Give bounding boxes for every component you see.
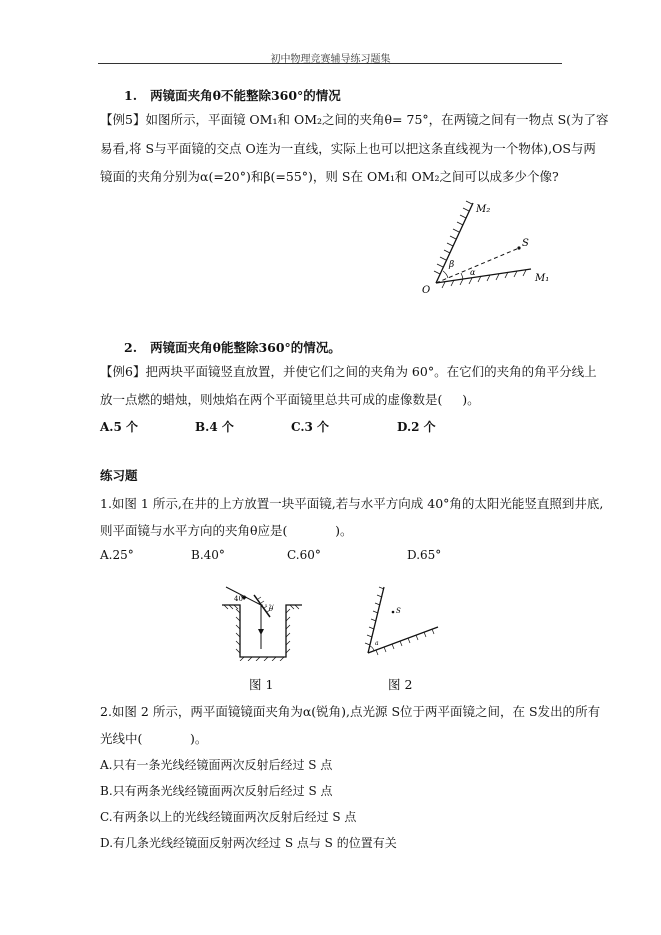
label-m2: M₂ [476, 204, 491, 215]
example6-line-1: 【例6】把两块平面镜竖直放置，并使它们之间的夹角为 60°。在它们的夹角的角平分线上 [100, 364, 597, 379]
fig2-mirror-lower-hatch [376, 629, 434, 655]
example6-option-d: D.2 个 [397, 420, 436, 434]
alpha-arc [461, 273, 463, 279]
figure-1-well [220, 583, 305, 661]
q1-option-a: A.25° [100, 548, 134, 562]
reflected-ray-arrow [258, 629, 264, 635]
example5-line-2: 易看,将 S与平面镜的交点 O连为一直线，实际上也可以把这条直线视为一个物体),OS与两 [100, 141, 596, 156]
q1-line-1: 1.如图 1 所示,在井的上方放置一块平面镜,若与水平方向成 40°角的太阳光能竖直照到井底, [100, 496, 604, 511]
example5-line-1: 【例5】如图所示，平面镜 OM₁和 OM₂之间的夹角θ= 75°，在两镜之间有一物点 S(为了容 [100, 112, 609, 127]
figure-2-mirrors [362, 583, 442, 658]
label-alpha: α [470, 268, 476, 277]
q1-option-b: B.40° [191, 548, 225, 562]
header-divider [98, 63, 562, 64]
example6-line-2: 放一点燃的蜡烛，则烛焰在两个平面镜里总共可成的虚像数是( )。 [100, 392, 480, 407]
q2-option-d: D.有几条光线经镜面反射两次经过 S 点与 S 的位置有关 [100, 836, 397, 850]
label-m1: M₁ [535, 273, 550, 284]
mirror-m1-hatch [442, 270, 526, 288]
fig1-angle-label: 40° [234, 595, 247, 603]
page-header: 初中物理竞赛辅导练习题集 [270, 54, 391, 65]
figure-2-caption: 图 2 [388, 677, 413, 692]
example6-option-a: A.5 个 [100, 420, 139, 434]
label-o: O [422, 285, 431, 296]
fig2-alpha-label: a [375, 640, 379, 647]
beta-arc [443, 271, 448, 278]
mirror-m2-line [436, 203, 473, 283]
fig1-theta-label: θ [269, 605, 274, 613]
q2-option-c: C.有两条以上的光线经镜面两次反射后经过 S 点 [100, 810, 357, 824]
q2-option-a: A.只有一条光线经镜面两次反射后经过 S 点 [100, 758, 333, 772]
label-s: S [522, 238, 529, 249]
q2-line-1: 2.如图 2 所示，两平面镜镜面夹角为α(锐角),点光源 S位于两平面镜之间，在 S发出的所有 [100, 704, 601, 719]
q1-option-d: D.65° [407, 548, 442, 562]
q1-line-2: 则平面镜与水平方向的夹角θ应是( )。 [100, 523, 353, 538]
example5-line-3: 镜面的夹角分别为α(=20°)和β(=55°)，则 S在 OM₁和 OM₂之间可以成多少个像? [100, 169, 559, 184]
section1-title: 1. 两镜面夹角θ不能整除360°的情况 [124, 88, 341, 103]
practice-title: 练习题 [100, 468, 138, 483]
example6-option-c: C.3 个 [291, 420, 330, 434]
mirror-angle-figure [415, 195, 565, 300]
fig2-mirror-upper-hatch [365, 587, 384, 645]
q2-line-2: 光线中( )。 [100, 731, 208, 746]
fig2-s-label: S [396, 607, 401, 615]
example6-option-b: B.4 个 [195, 420, 234, 434]
fig2-point-s [392, 611, 395, 614]
q2-option-b: B.只有两条光线经镜面两次反射后经过 S 点 [100, 784, 333, 798]
fig2-alpha-arc [370, 646, 374, 651]
q1-option-c: C.60° [287, 548, 321, 562]
point-s [517, 246, 520, 249]
figure-1-caption: 图 1 [249, 677, 274, 692]
plane-mirror [254, 595, 270, 617]
label-beta: β [449, 260, 455, 270]
section2-title: 2. 两镜面夹角θ能整除360°的情况。 [124, 340, 341, 355]
